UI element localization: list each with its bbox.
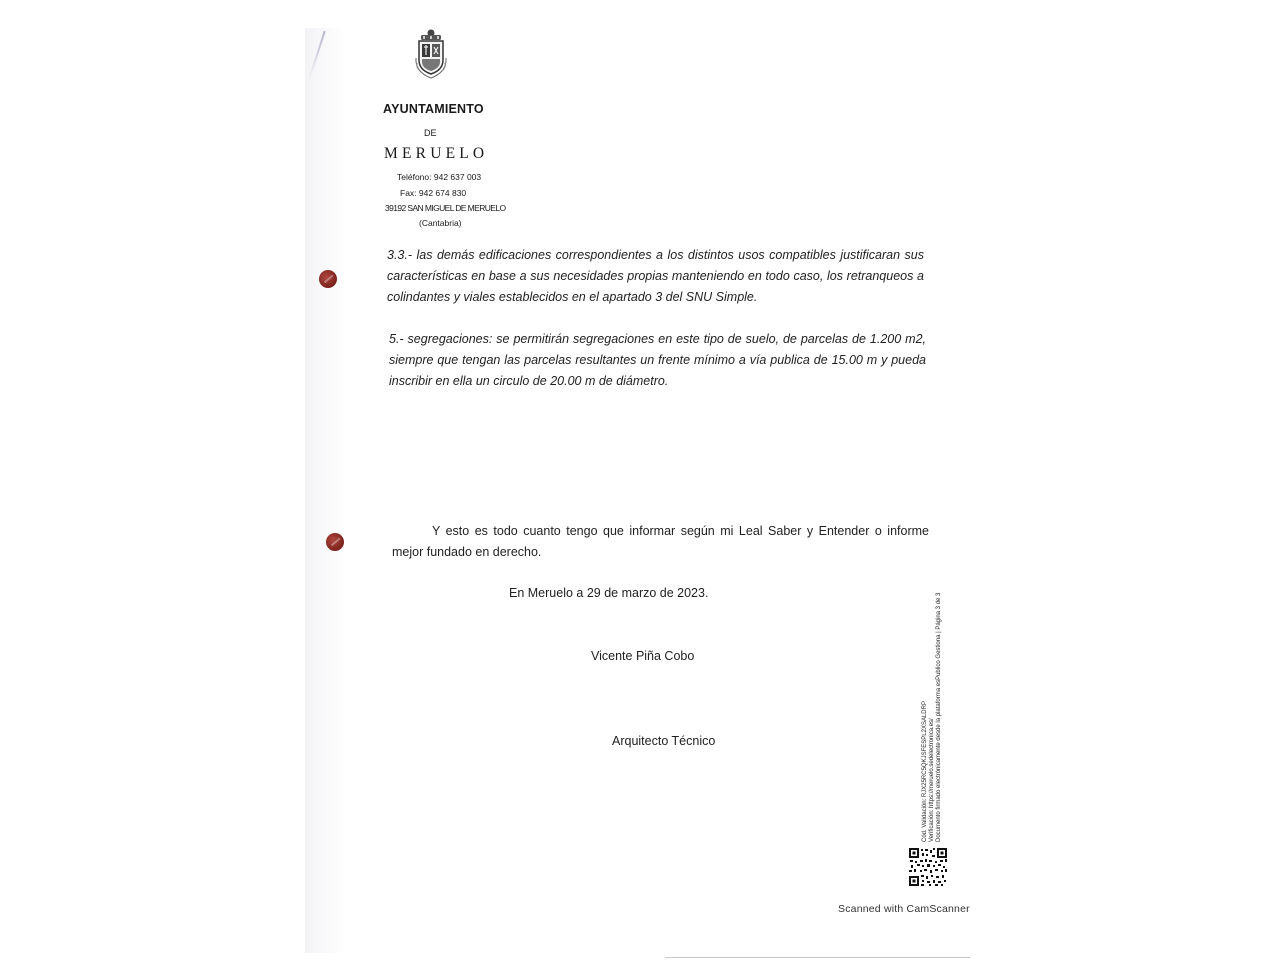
- signatory-role: Arquitecto Técnico: [612, 734, 716, 748]
- qr-code-icon: [908, 847, 948, 887]
- verification-url[interactable]: Verificación: https://meruelo.sedelectronica.es/: [929, 718, 935, 842]
- place-date: En Meruelo a 29 de marzo de 2023.: [509, 586, 709, 600]
- closing-statement: [392, 521, 929, 563]
- camscanner-watermark: Scanned with CamScanner: [838, 903, 970, 915]
- phone-number: Teléfono: 942 637 003: [397, 172, 482, 182]
- letterhead-title: AYUNTAMIENTO: [383, 102, 484, 116]
- letterhead-de: DE: [424, 128, 437, 138]
- signature-notice: Documento firmado electrónicamente desde la plataforma esPublico Gestiona | Página 3 de 3: [936, 592, 942, 842]
- page-bottom-edge: [665, 957, 970, 958]
- validation-code: Cód. Validación: RJX25RC5QKJSFESPL2XSALDRP: [922, 701, 928, 842]
- punch-hole-mark: [319, 270, 337, 288]
- fax-number: Fax: 942 674 830: [400, 188, 467, 198]
- validation-block: [922, 593, 943, 842]
- paragraph-5-segregaciones: 5.- segregaciones: se permitirán segregaciones en este tipo de suelo, de parcelas de 1.200 m2, siempre que tengan las parcelas resultantes un frente mínimo a vía publica de 15.00 m y pueda inscribir en ella un circulo de 20.00 m de diámetro.: [389, 332, 926, 388]
- postal-address: 39192 SAN MIGUEL DE MERUELO: [385, 203, 506, 213]
- region: (Cantabria): [419, 218, 462, 228]
- signatory-name: Vicente Piña Cobo: [591, 649, 695, 663]
- coat-of-arms-icon: [413, 28, 449, 80]
- closing-statement-text: Y esto es todo cuanto tengo que informar según mi Leal Saber y Entender o informe mejor fundado en derecho.: [392, 524, 929, 559]
- municipality-name: MERUELO: [384, 145, 489, 162]
- punch-hole-mark: [326, 533, 344, 551]
- page-shadow-edge: [305, 28, 345, 953]
- paragraph-3-3: 3.3.- las demás edificaciones correspondientes a los distintos usos compatibles justificaran sus características en base a sus necesidades propias manteniendo en todo caso, los retranqueos a colindantes y viales establecidos en el apartado 3 del SNU Simple.: [387, 248, 924, 304]
- document-page: [305, 28, 970, 953]
